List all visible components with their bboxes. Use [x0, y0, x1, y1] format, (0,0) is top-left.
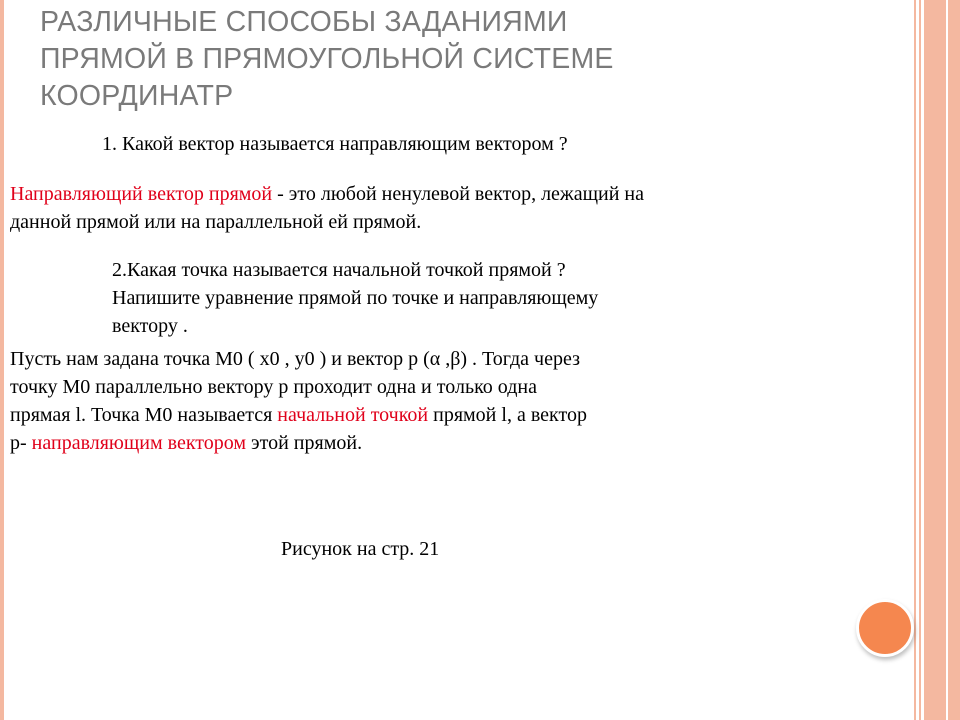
definition-line-2: данной прямой или на параллельной ей прямой.	[10, 211, 422, 233]
question-2-line: вектору .	[112, 315, 188, 337]
answer-paragraph	[10, 345, 587, 457]
paragraph-text: р-	[10, 432, 32, 454]
question-2	[112, 256, 598, 340]
definition-line-1	[10, 180, 644, 208]
title-line: ПРЯМОЙ В ПРЯМОУГОЛЬНОЙ СИСТЕМЕ	[40, 43, 614, 75]
paragraph-line: точку М0 параллельно вектору р проходит одна и только одна	[10, 376, 537, 398]
definition-term: Направляющий вектор прямой	[10, 183, 273, 205]
definition-text: - это любой ненулевой вектор, лежащий на	[272, 183, 645, 205]
paragraph-text: прямой l, а вектор	[428, 404, 587, 426]
question-2-line: 2.Какая точка называется начальной точкой прямой ?	[112, 259, 566, 281]
title-line: РАЗЛИЧНЫЕ СПОСОБЫ ЗАДАНИЯМИ	[40, 6, 568, 38]
deco-stripe	[919, 0, 921, 720]
term-initial-point: начальной точкой	[277, 404, 429, 426]
definition-block	[10, 180, 644, 236]
paragraph-line	[10, 401, 587, 429]
deco-stripe	[924, 0, 946, 720]
paragraph-text: прямая l. Точка М0 называется	[10, 404, 278, 426]
question-2-line: Напишите уравнение прямой по точке и направляющему	[112, 287, 599, 309]
paragraph-line: Пусть нам задана точка М0 ( х0 , у0 ) и вектор р (α ,β) . Тогда через	[10, 348, 580, 370]
figure-reference: Рисунок на стр. 21	[281, 538, 440, 560]
deco-stripe	[914, 0, 916, 720]
paragraph-text: этой прямой.	[246, 432, 363, 454]
deco-stripe	[948, 0, 960, 720]
right-decoration	[914, 0, 960, 720]
paragraph-line	[10, 429, 587, 457]
question-1: 1. Какой вектор называется направляющим вектором ?	[102, 133, 568, 155]
decorative-circle	[856, 599, 914, 657]
left-accent-line	[0, 0, 4, 720]
title-line: КООРДИНАТР	[40, 80, 234, 112]
term-direction-vector: направляющим вектором	[31, 432, 247, 454]
slide-title	[40, 4, 840, 115]
